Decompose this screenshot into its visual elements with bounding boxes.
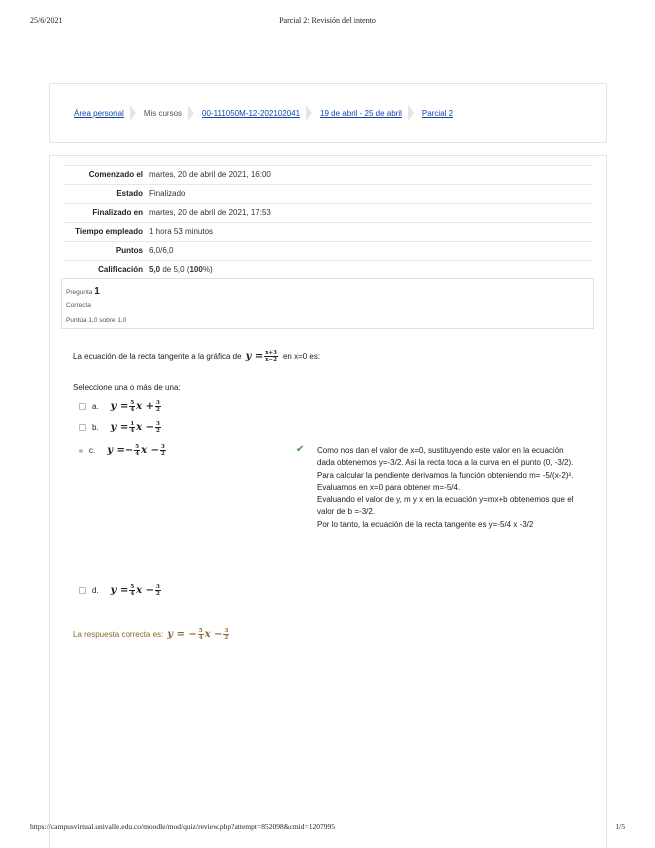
question-info-box xyxy=(61,278,594,329)
summary-row xyxy=(63,261,593,280)
option-letter: b. xyxy=(92,423,99,432)
print-page-number: 1/5 xyxy=(615,822,625,831)
attempt-summary-table xyxy=(63,165,593,279)
option-letter: a. xyxy=(92,402,99,411)
question-state: Correcta xyxy=(66,302,91,309)
grade-end: %) xyxy=(202,265,213,274)
correct-answer: La respuesta correcta es: y = − $\frac{5}{4}$ x − $\frac{3}{2}$ xyxy=(73,628,229,641)
summary-row xyxy=(63,242,593,261)
summary-value xyxy=(149,261,593,280)
feedback-line: Por lo tanto, la ecuación de la recta tangente es y=-5/4 x -3/2 xyxy=(317,519,534,529)
print-footer xyxy=(30,822,625,834)
summary-label: Finalizado en xyxy=(92,208,143,217)
summary-value: martes, 20 de abril de 2021, 17:53 xyxy=(149,208,271,217)
breadcrumb-quiz[interactable]: Parcial 2 xyxy=(421,108,454,118)
feedback-line: Evaluando el valor de y, m y x en la ecuación y=mx+b obtenemos que el valor de b =-3/2. xyxy=(317,495,574,517)
option-checkbox[interactable] xyxy=(79,403,86,410)
answer-option[interactable] xyxy=(79,584,166,597)
grade-mid: de 5,0 ( xyxy=(160,265,190,274)
summary-value: 6,0/6,0 xyxy=(149,246,174,255)
option-checkbox[interactable] xyxy=(79,424,86,431)
summary-value: martes, 20 de abril de 2021, 16:00 xyxy=(149,170,271,179)
feedback-line: Para calcular la pendiente derivamos la función obteniendo m= -5/(x-2)². Evaluamos en x=0 para obtener m=-5/4. xyxy=(317,470,574,492)
print-header xyxy=(30,16,625,28)
option-letter: d. xyxy=(92,586,99,595)
print-title: Parcial 2: Revisión del intento xyxy=(279,16,376,25)
answer-option[interactable] xyxy=(79,400,166,413)
question-equation: y = $\frac{x+3}{x-2}$ xyxy=(245,350,277,363)
answer-option[interactable] xyxy=(79,421,166,434)
answer-feedback xyxy=(317,445,582,531)
breadcrumb-area-personal[interactable]: Área personal xyxy=(74,108,124,118)
navigation-card xyxy=(49,83,607,143)
summary-row xyxy=(63,185,593,204)
summary-label: Comenzado el xyxy=(88,170,143,179)
option-equation: y = $\frac{1}{4}$ x − $\frac{3}{2}$ xyxy=(110,421,160,434)
answer-option[interactable] xyxy=(77,444,171,457)
question-grade: Puntúa 1,0 sobre 1,0 xyxy=(66,317,127,324)
breadcrumb-week[interactable]: 19 de abril - 25 de abril xyxy=(320,108,402,118)
question-number: Pregunta 1 xyxy=(66,286,100,297)
summary-row xyxy=(63,166,593,185)
grade-percent: 100 xyxy=(189,265,203,274)
breadcrumb-course[interactable]: 00-111050M-12-202102041 xyxy=(202,108,301,118)
feedback-line: Como nos dan el valor de x=0, sustituyendo este valor en la ecuación dada obtenemos y=-3/2. Asi la recta toca a la curva en el punto (0, -3/2). xyxy=(317,446,574,468)
answer-prompt: Seleccione una o más de una: xyxy=(73,383,181,392)
option-checkbox[interactable] xyxy=(79,587,86,594)
question-text: La ecuación de la recta tangente a la gráfica de y = $\frac{x+3}{x-2}$ en x=0 es: xyxy=(73,350,321,363)
grade-score: 5,0 xyxy=(149,265,161,274)
correct-answer-equation: y = − $\frac{5}{4}$ x − $\frac{3}{2}$ xyxy=(167,628,229,641)
option-equation: y = $\frac{5}{4}$ x − $\frac{3}{2}$ xyxy=(110,584,160,597)
option-letter: c. xyxy=(89,446,96,455)
summary-value: Finalizado xyxy=(149,189,186,198)
selected-option-marker[interactable] xyxy=(79,449,83,453)
option-equation: y = − $\frac{5}{4}$ x − $\frac{3}{2}$ xyxy=(107,444,165,457)
option-equation: y = $\frac{5}{4}$ x + $\frac{3}{2}$ xyxy=(110,400,160,413)
print-date: 25/6/2021 xyxy=(30,16,63,25)
breadcrumb-separator-icon xyxy=(408,103,416,123)
breadcrumb-separator-icon xyxy=(306,103,314,123)
summary-label: Puntos xyxy=(115,246,143,255)
summary-row xyxy=(63,223,593,242)
breadcrumb-mis-cursos: Mis cursos xyxy=(143,108,183,118)
breadcrumb xyxy=(74,84,453,142)
breadcrumb-separator-icon xyxy=(130,103,138,123)
print-url: https://campusvirtual.univalle.edu.co/moodle/mod/quiz/review.php?attempt=852098&cmid=1207995 xyxy=(30,822,335,831)
check-icon: ✔ xyxy=(296,444,305,455)
summary-label: Estado xyxy=(116,189,143,198)
breadcrumb-separator-icon xyxy=(188,103,196,123)
summary-label: Tiempo empleado xyxy=(75,227,143,236)
summary-row xyxy=(63,204,593,223)
summary-value: 1 hora 53 minutos xyxy=(149,227,214,236)
summary-label: Calificación xyxy=(98,265,143,274)
